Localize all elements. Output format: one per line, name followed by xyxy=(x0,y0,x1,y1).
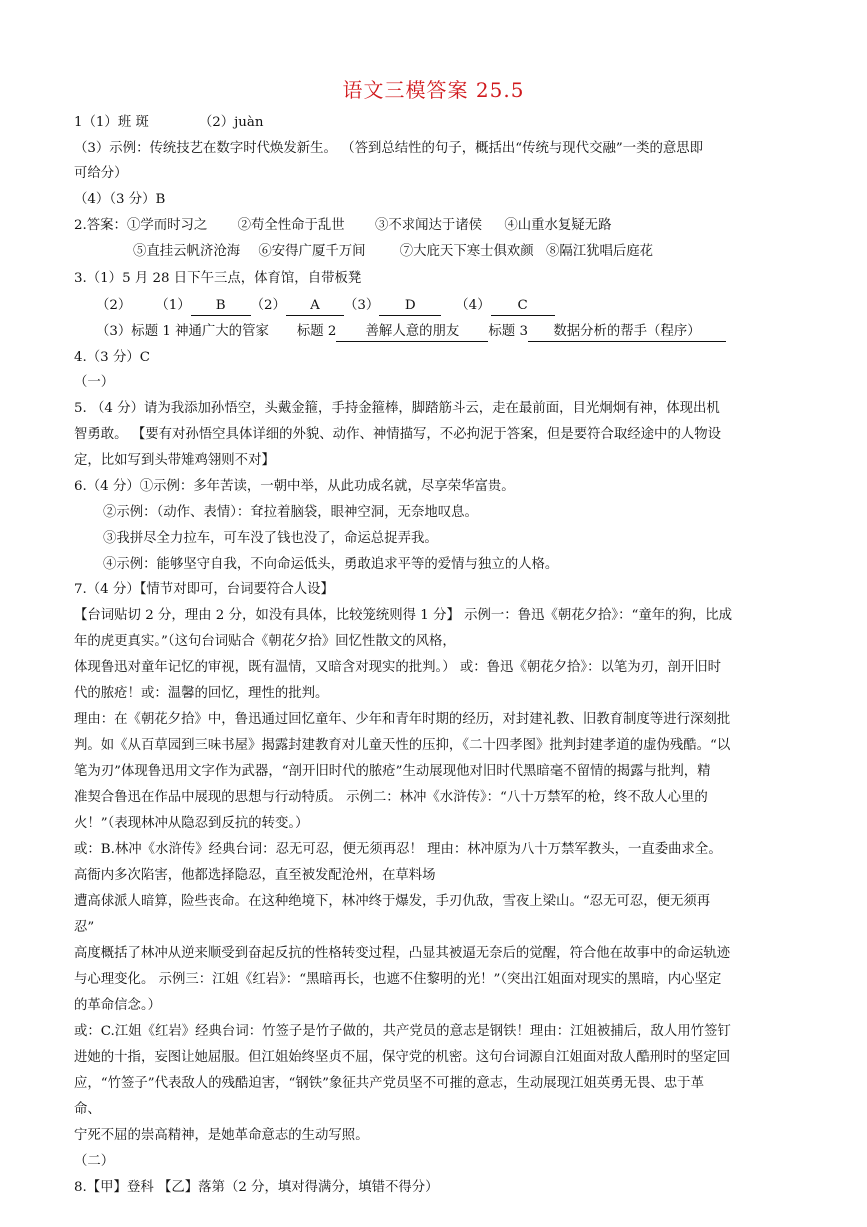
title-label: （3）标题 1 神通广大的管家 xyxy=(96,324,269,339)
text-line: 笔为刃”体现鲁迅用文字作为武器，“剖开旧时代的脓疮”生动展现他对旧时代黑暗毫不留情的揭露与批判，精 xyxy=(74,764,711,779)
title-label: 标题 2 xyxy=(296,324,337,339)
poem-answer: ⑥安得广厦千万间 xyxy=(258,244,366,259)
text-line: 智勇敢。 【要有对孙悟空具体详细的外貌、动作、神情描写，不必拘泥于答案，但是要符合取经途中的人物设 xyxy=(74,427,722,442)
poem-answer: ④山重水复疑无路 xyxy=(504,218,612,233)
text-line: 可给分） xyxy=(74,166,128,181)
q3-choices xyxy=(96,297,555,316)
text-line: 理由：在《朝花夕拾》中，鲁迅通过回忆童年、少年和青年时期的经历，对封建礼教、旧教育制度等进行深刻批 xyxy=(74,712,731,727)
section-label: （一） xyxy=(74,375,115,390)
choice-label: （2） xyxy=(96,298,132,313)
q1-part1: 1（1）班 斑 xyxy=(74,115,149,130)
text-line: 6.（4 分）①示例：多年苦读，一朝中举，从此功成名就，尽享荣华富贵。 xyxy=(74,479,515,494)
text-line: 命、 xyxy=(74,1102,101,1117)
choice-answer: A xyxy=(286,297,344,316)
choice-answer: D xyxy=(379,297,441,316)
text-line: 或：C.江姐《红岩》经典台词：竹签子是竹子做的，共产党员的意志是钢铁！理由：江姐被捕后，敌人用竹签钉 xyxy=(74,1024,731,1039)
q1-line xyxy=(74,114,264,132)
page-title: 语文三模答案 25.5 xyxy=(342,78,525,102)
text-line: 年的虎更真实。”（这句台词贴合《朝花夕拾》回忆性散文的风格， xyxy=(74,634,456,649)
text-line: ②示例：（动作、表情）：耷拉着脑袋，眼神空洞，无奈地叹息。 xyxy=(103,505,478,520)
choice-label: （3） xyxy=(343,298,380,313)
text-line: 体现鲁迅对童年记忆的审视，既有温情，又暗含对现实的批判。） 或：鲁迅《朝花夕拾》：以笔为刃，剖开旧时 xyxy=(74,660,721,675)
choice-label: （2） xyxy=(250,298,286,313)
choice-label: （4） xyxy=(455,298,491,313)
text-line: 与心理变化。 示例三：江姐《红岩》：“黑暗再长，也遮不住黎明的光！”（突出江姐面对现实的黑暗，内心坚定 xyxy=(74,972,722,987)
title-answer: 善解人意的朋友 xyxy=(336,323,488,342)
text-line: ③我拼尽全力拉车，可车没了钱也没了，命运总捉弄我。 xyxy=(103,531,438,546)
choice-answer: C xyxy=(491,297,555,316)
text-line: （3）示例：传统技艺在数字时代焕发新生。 （答到总结性的句子，概括出“传统与现代交融”一类的意思即 xyxy=(74,141,704,156)
poem-answer: ⑧隔江犹唱后庭花 xyxy=(545,244,654,259)
text-line: 准契合鲁迅在作品中展现的思想与行动特质。 示例二：林冲《水浒传》：“八十万禁军的枪，终不敌人心里的 xyxy=(74,790,708,805)
q2-line1 xyxy=(74,217,611,235)
text-line: 3.（1）5 月 28 日下午三点，体育馆，自带板凳 xyxy=(74,271,362,286)
text-line: 应，“竹签子”代表敌人的残酷迫害，“钢铁”象征共产党员坚不可摧的意志，生动展现江姐英勇无畏、忠于革 xyxy=(74,1076,704,1091)
poem-answer: ③不求闻达于诸侯 xyxy=(374,218,483,233)
choice-label: （1） xyxy=(155,298,191,313)
text-line: 高度概括了林冲从逆来顺受到奋起反抗的性格转变过程，凸显其被逼无奈后的觉醒，符合他在故事中的命运轨迹 xyxy=(74,946,731,961)
text-line: 定，比如写到头带雉鸡翎则不对】 xyxy=(74,453,275,468)
text-line: 判。如《从百草园到三味书屋》揭露封建教育对儿童天性的压抑，《二十四孝图》批判封建孝道的虚伪残酷。“以 xyxy=(74,738,731,753)
poem-answer: 2.答案：①学而时习之 xyxy=(74,218,208,233)
section-label: （二） xyxy=(74,1154,115,1169)
text-line: 或：B.林冲《水浒传》经典台词：忍无可忍，便无须再忍！ 理由：林冲原为八十万禁军教头，一直委曲求全。 xyxy=(74,842,722,857)
text-line: 5. （4 分）请为我添加孙悟空，头戴金箍，手持金箍棒，脚踏筋斗云，走在最前面，目光炯炯有神，体现出机 xyxy=(74,401,720,416)
text-line: 【台词贴切 2 分，理由 2 分，如没有具体，比较笼统则得 1 分】 示例一：鲁迅《朝花夕拾》：“童年的狗，比成 xyxy=(74,608,733,623)
text-line: 进她的十指，妄图让她屈服。但江姐始终坚贞不屈，保守党的机密。这句台词源自江姐面对敌人酷刑时的坚定回 xyxy=(74,1050,731,1065)
text-line: 8.【甲】登科 【乙】落第（2 分，填对得满分，填错不得分） xyxy=(74,1180,439,1195)
text-line: 火！”（表现林冲从隐忍到反抗的转变。） xyxy=(74,816,309,831)
choice-answer: B xyxy=(191,297,251,316)
text-line: 忍” xyxy=(74,920,95,935)
text-line: ④示例：能够坚守自我，不向命运低头，勇敢追求平等的爱情与独立的人格。 xyxy=(103,557,559,572)
q3-titles xyxy=(96,323,726,342)
poem-answer: ⑦大庇天下寒士俱欢颜 xyxy=(399,244,534,259)
text-line: 的革命信念。） xyxy=(74,998,162,1013)
poem-answer: ⑤直挂云帆济沧海 xyxy=(133,244,241,259)
text-line: 高衙内多次陷害，他都选择隐忍，直至被发配沧州，在草料场 xyxy=(74,868,436,883)
poem-answer: ②苟全性命于乱世 xyxy=(237,218,345,233)
text-line: 4.（3 分）C xyxy=(74,350,150,365)
q2-line2 xyxy=(133,243,653,261)
text-line: 遭高俅派人暗算，险些丧命。在这种绝境下，林冲终于爆发，手刃仇敌，雪夜上梁山。“忍无可忍，便无须再 xyxy=(74,894,711,909)
text-line: 代的脓疮！或：温馨的回忆，理性的批判。 xyxy=(74,686,329,701)
title-answer: 数据分析的帮手（程序） xyxy=(528,323,726,342)
title-label: 标题 3 xyxy=(488,324,528,339)
text-line: 7.（4 分）【情节对即可，台词要符合人设】 xyxy=(74,582,334,597)
text-line: 宁死不屈的崇高精神，是她革命意志的生动写照。 xyxy=(74,1128,369,1143)
text-line: （4）（3 分）B xyxy=(74,192,166,207)
q1-part2: （2）juàn xyxy=(198,115,264,130)
